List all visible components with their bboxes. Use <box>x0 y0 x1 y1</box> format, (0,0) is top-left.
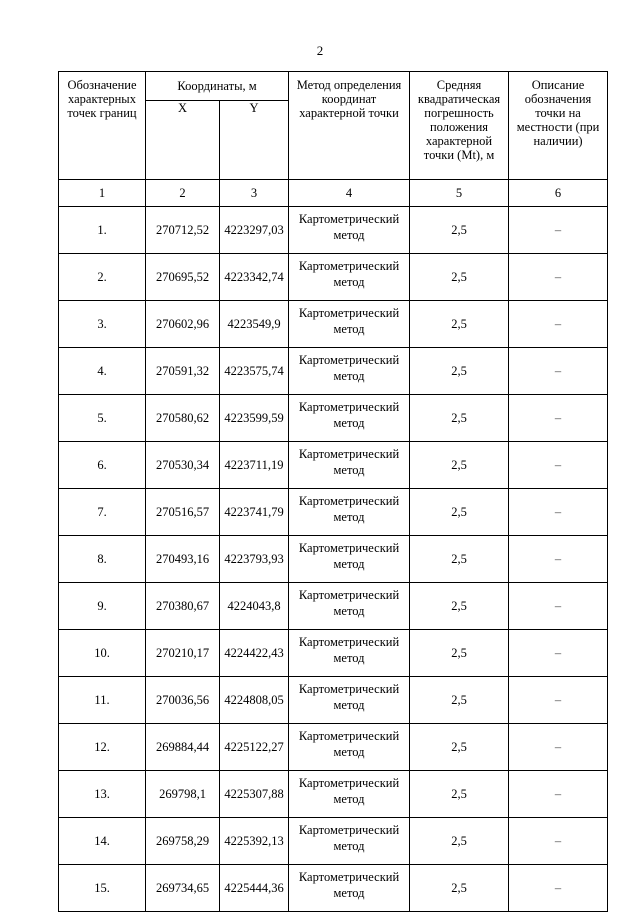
error-cell: 2,5 <box>410 677 509 724</box>
method-cell: Картометрический метод <box>289 489 410 536</box>
y-coordinate-cell: 4223549,9 <box>220 301 289 348</box>
y-coordinate-cell: 4224043,8 <box>220 583 289 630</box>
error-cell: 2,5 <box>410 771 509 818</box>
point-id-cell: 10. <box>59 630 146 677</box>
x-coordinate-cell: 270695,52 <box>146 254 220 301</box>
point-id-cell: 7. <box>59 489 146 536</box>
description-cell: – <box>509 536 608 583</box>
description-cell: – <box>509 301 608 348</box>
point-id-cell: 11. <box>59 677 146 724</box>
y-coordinate-cell: 4225122,27 <box>220 724 289 771</box>
method-cell: Картометрический метод <box>289 865 410 912</box>
method-cell: Картометрический метод <box>289 395 410 442</box>
method-cell: Картометрический метод <box>289 771 410 818</box>
x-coordinate-cell: 270516,57 <box>146 489 220 536</box>
error-cell: 2,5 <box>410 207 509 254</box>
table-row <box>59 489 608 536</box>
table-row <box>59 818 608 865</box>
x-coordinate-cell: 269758,29 <box>146 818 220 865</box>
x-coordinate-cell: 269884,44 <box>146 724 220 771</box>
x-coordinate-cell: 270591,32 <box>146 348 220 395</box>
point-id-cell: 2. <box>59 254 146 301</box>
table-row <box>59 207 608 254</box>
description-cell: – <box>509 677 608 724</box>
y-coordinate-cell: 4223741,79 <box>220 489 289 536</box>
header-row-top <box>59 72 608 101</box>
method-cell: Картометрический метод <box>289 583 410 630</box>
method-cell: Картометрический метод <box>289 254 410 301</box>
method-cell: Картометрический метод <box>289 677 410 724</box>
description-cell: – <box>509 583 608 630</box>
table-body <box>59 207 608 912</box>
column-number: 1 <box>59 180 146 207</box>
y-coordinate-cell: 4223342,74 <box>220 254 289 301</box>
point-id-cell: 8. <box>59 536 146 583</box>
method-cell: Картометрический метод <box>289 301 410 348</box>
point-id-cell: 13. <box>59 771 146 818</box>
header-method: Метод определения координат характерной точки <box>289 72 410 180</box>
error-cell: 2,5 <box>410 395 509 442</box>
method-cell: Картометрический метод <box>289 442 410 489</box>
x-coordinate-cell: 270580,62 <box>146 395 220 442</box>
y-coordinate-cell: 4223599,59 <box>220 395 289 442</box>
y-coordinate-cell: 4223793,93 <box>220 536 289 583</box>
header-description: Описание обозначения точки на местности (при наличии) <box>509 72 608 180</box>
method-cell: Картометрический метод <box>289 348 410 395</box>
y-coordinate-cell: 4224422,43 <box>220 630 289 677</box>
column-number: 5 <box>410 180 509 207</box>
table-row <box>59 254 608 301</box>
x-coordinate-cell: 270530,34 <box>146 442 220 489</box>
error-cell: 2,5 <box>410 865 509 912</box>
y-coordinate-cell: 4223575,74 <box>220 348 289 395</box>
description-cell: – <box>509 254 608 301</box>
y-coordinate-cell: 4225392,13 <box>220 818 289 865</box>
point-id-cell: 15. <box>59 865 146 912</box>
method-cell: Картометрический метод <box>289 630 410 677</box>
table-row <box>59 301 608 348</box>
x-coordinate-cell: 270210,17 <box>146 630 220 677</box>
error-cell: 2,5 <box>410 583 509 630</box>
coordinates-table <box>58 71 608 912</box>
y-coordinate-cell: 4223711,19 <box>220 442 289 489</box>
header-error: Средняя квадратическая погрешность положения характерной точки (Mt), м <box>410 72 509 180</box>
column-number: 3 <box>220 180 289 207</box>
description-cell: – <box>509 207 608 254</box>
y-coordinate-cell: 4223297,03 <box>220 207 289 254</box>
description-cell: – <box>509 348 608 395</box>
x-coordinate-cell: 270380,67 <box>146 583 220 630</box>
error-cell: 2,5 <box>410 724 509 771</box>
point-id-cell: 14. <box>59 818 146 865</box>
method-cell: Картометрический метод <box>289 724 410 771</box>
error-cell: 2,5 <box>410 301 509 348</box>
description-cell: – <box>509 865 608 912</box>
point-id-cell: 9. <box>59 583 146 630</box>
column-numbers-row <box>59 180 608 207</box>
description-cell: – <box>509 489 608 536</box>
table-row <box>59 395 608 442</box>
header-coordinates: Координаты, м <box>146 72 289 101</box>
error-cell: 2,5 <box>410 630 509 677</box>
method-cell: Картометрический метод <box>289 536 410 583</box>
x-coordinate-cell: 270712,52 <box>146 207 220 254</box>
method-cell: Картометрический метод <box>289 207 410 254</box>
header-designation: Обозначение характерных точек границ <box>59 72 146 180</box>
column-number: 4 <box>289 180 410 207</box>
error-cell: 2,5 <box>410 818 509 865</box>
x-coordinate-cell: 270602,96 <box>146 301 220 348</box>
description-cell: – <box>509 630 608 677</box>
description-cell: – <box>509 818 608 865</box>
point-id-cell: 6. <box>59 442 146 489</box>
table-row <box>59 630 608 677</box>
y-coordinate-cell: 4224808,05 <box>220 677 289 724</box>
table-row <box>59 536 608 583</box>
column-number: 2 <box>146 180 220 207</box>
page-number: 2 <box>316 43 324 58</box>
x-coordinate-cell: 270493,16 <box>146 536 220 583</box>
error-cell: 2,5 <box>410 489 509 536</box>
table-row <box>59 865 608 912</box>
point-id-cell: 1. <box>59 207 146 254</box>
table-row <box>59 583 608 630</box>
x-coordinate-cell: 269798,1 <box>146 771 220 818</box>
error-cell: 2,5 <box>410 442 509 489</box>
error-cell: 2,5 <box>410 348 509 395</box>
table-row <box>59 348 608 395</box>
description-cell: – <box>509 724 608 771</box>
table-row <box>59 677 608 724</box>
point-id-cell: 3. <box>59 301 146 348</box>
header-y: Y <box>220 101 289 180</box>
column-number: 6 <box>509 180 608 207</box>
error-cell: 2,5 <box>410 536 509 583</box>
description-cell: – <box>509 395 608 442</box>
point-id-cell: 5. <box>59 395 146 442</box>
point-id-cell: 4. <box>59 348 146 395</box>
description-cell: – <box>509 771 608 818</box>
y-coordinate-cell: 4225444,36 <box>220 865 289 912</box>
header-x: X <box>146 101 220 180</box>
table-row <box>59 724 608 771</box>
x-coordinate-cell: 270036,56 <box>146 677 220 724</box>
y-coordinate-cell: 4225307,88 <box>220 771 289 818</box>
x-coordinate-cell: 269734,65 <box>146 865 220 912</box>
point-id-cell: 12. <box>59 724 146 771</box>
description-cell: – <box>509 442 608 489</box>
table-row <box>59 771 608 818</box>
table-row <box>59 442 608 489</box>
method-cell: Картометрический метод <box>289 818 410 865</box>
error-cell: 2,5 <box>410 254 509 301</box>
